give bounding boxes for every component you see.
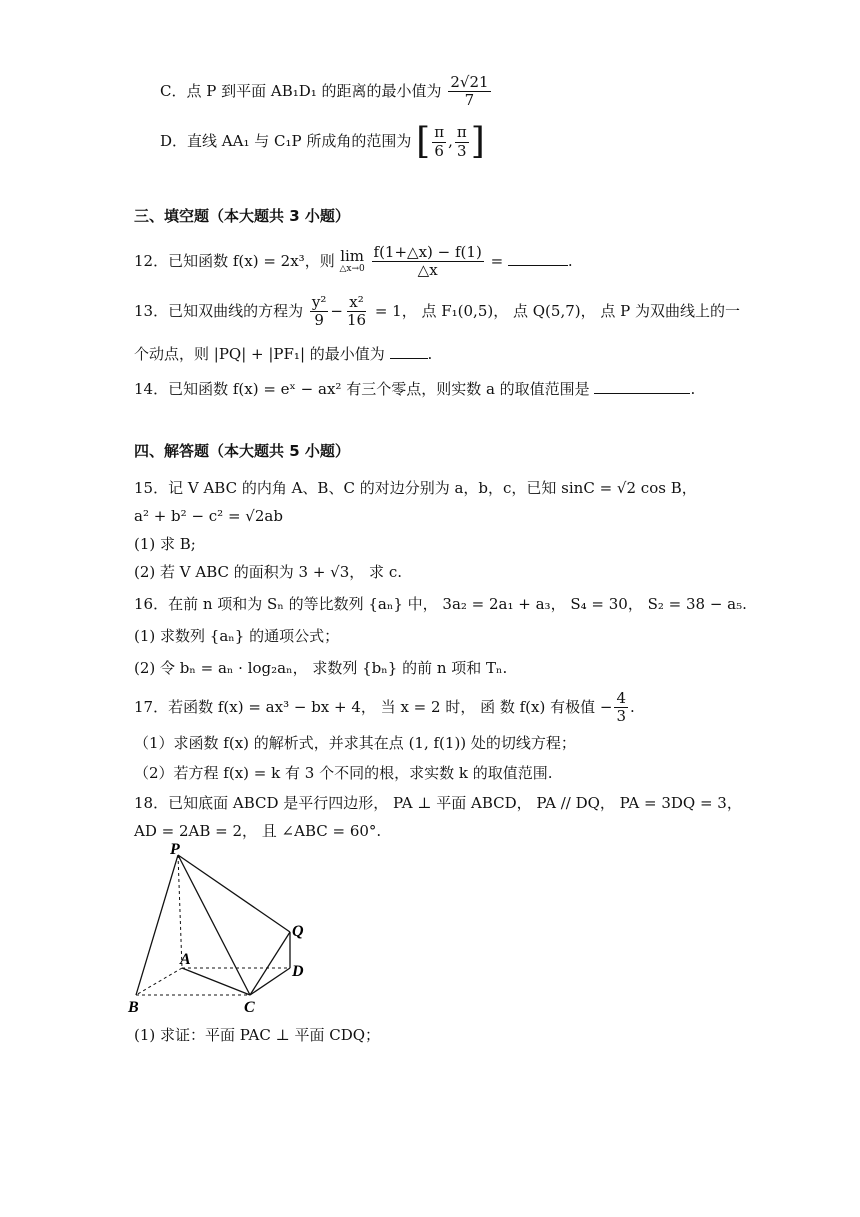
fraction-denominator: 3 — [457, 141, 467, 160]
option-d: D．直线 AA₁ 与 C₁P 所成角的范围为 [ $\frac{\pi}{6}$ , $\frac{\pi}{3}$ ] — [160, 121, 485, 162]
q12-text: 12．已知函数 f(x) = 2x³，则 — [134, 251, 335, 270]
limit — [339, 249, 364, 274]
answer-blank[interactable] — [594, 392, 690, 394]
q17-text: 17．若函数 f(x) = ax³ − bx + 4， 当 x = 2 时， 函 数 f(x) 有极值 − — [134, 697, 613, 716]
question-14: 14．已知函数 f(x) = eˣ − ax² 有三个零点，则实数 a 的取值范围是 . — [134, 380, 696, 398]
fraction-numerator: 2√21 — [450, 73, 489, 91]
question-15-part-2: (2) 若 V ABC 的面积为 3 + √3， 求 c. — [134, 563, 402, 581]
question-17-part-1: （1）求函数 f(x) 的解析式，并求其在点 (1, f(1)) 处的切线方程； — [134, 734, 576, 752]
limit-label: lim — [340, 247, 365, 266]
q12-fraction — [372, 244, 484, 280]
question-16: 16．在前 n 项和为 Sₙ 的等比数列 {aₙ} 中， 3a₂ = 2a₁ + a₃， S₄ = 30， S₂ = 38 − a₅. — [134, 595, 747, 613]
fraction-denominator: 6 — [434, 141, 444, 160]
option-d-fraction-a — [432, 124, 446, 160]
q13-fraction-2 — [345, 294, 368, 330]
geometry-figure — [126, 840, 326, 1020]
right-bracket: ] — [470, 121, 485, 162]
answer-blank[interactable] — [390, 357, 428, 359]
fraction-numerator: π — [456, 123, 467, 142]
fraction-denominator: △x — [417, 261, 438, 280]
fraction-numerator: y² — [311, 293, 327, 311]
question-12: 12．已知函数 f(x) = 2x³，则 lim △x→0 $\frac{f(1+\triangle x) - f(1)}{\triangle x}$ = . — [134, 243, 573, 280]
answer-blank[interactable] — [508, 264, 568, 266]
question-16-part-2: (2) 令 bₙ = aₙ · log₂aₙ， 求数列 {bₙ} 的前 n 项和 Tₙ. — [134, 659, 508, 677]
point-label-d: D — [292, 963, 304, 980]
q13-fraction-1 — [310, 294, 329, 330]
point-label-q: Q — [292, 923, 304, 940]
q14-text: 14．已知函数 f(x) = eˣ − ax² 有三个零点，则实数 a 的取值范围是 — [134, 380, 590, 398]
q13-text: 13．已知双曲线的方程为 — [134, 301, 304, 320]
fraction-denominator: 16 — [346, 311, 367, 330]
q13-text-end: 个动点，则 |PQ| + |PF₁| 的最小值为 — [134, 345, 385, 363]
option-d-fraction-b — [455, 124, 469, 160]
question-15: 15．记 V ABC 的内角 A、B、C 的对边分别为 a，b，c，已知 sinC = √2 cos B， — [134, 479, 697, 497]
fraction-denominator: 3 — [616, 707, 626, 726]
question-13-line2: 个动点，则 |PQ| + |PF₁| 的最小值为 . — [134, 345, 433, 363]
section-3-heading: 三、填空题（本大题共 3 小题） — [134, 207, 350, 225]
point-label-c: C — [244, 999, 255, 1016]
fraction-numerator: f(1+△x) − f(1) — [373, 243, 482, 261]
option-d-text: D．直线 AA₁ 与 C₁P 所成角的范围为 — [160, 132, 412, 150]
question-15-part-1: (1) 求 B; — [134, 535, 196, 553]
option-c-fraction — [448, 74, 490, 110]
question-18: 18．已知底面 ABCD 是平行四边形， PA ⊥ 平面 ABCD， PA // DQ， PA = 3DQ = 3， — [134, 794, 742, 812]
option-c-text: C．点 P 到平面 AB₁D₁ 的距离的最小值为 — [160, 81, 442, 100]
fraction-numerator: π — [434, 123, 445, 142]
left-bracket: [ — [416, 121, 431, 162]
fraction-denominator: 9 — [314, 311, 324, 330]
question-17: 17．若函数 f(x) = ax³ − bx + 4， 当 x = 2 时， 函 数 f(x) 有极值 − $\frac{4}{3}$ . — [134, 689, 635, 726]
question-18-part-1: (1) 求证：平面 PAC ⊥ 平面 CDQ； — [134, 1026, 381, 1044]
fraction-numerator: 4 — [616, 689, 626, 707]
question-18-condition: AD = 2AB = 2， 且 ∠ABC = 60°. — [134, 822, 382, 840]
fraction-numerator: x² — [349, 293, 364, 311]
q17-fraction — [614, 690, 628, 726]
limit-subscript: △x→0 — [339, 264, 365, 275]
question-15-condition: a² + b² − c² = √2ab — [134, 507, 283, 525]
point-label-p: P — [170, 841, 180, 858]
point-label-a: A — [180, 951, 191, 968]
question-13: 13．已知双曲线的方程为 $\frac{\text{y²}}{9}$ − $\frac{\text{x²}}{16}$ = 1， 点 F₁(0,5)， 点 Q(5,7)， 点 P 为双曲线上的一 — [134, 293, 741, 330]
point-label-b: B — [128, 999, 139, 1016]
option-c — [160, 74, 493, 110]
section-4-heading: 四、解答题（本大题共 5 小题） — [134, 442, 350, 460]
question-17-part-2: （2）若方程 f(x) = k 有 3 个不同的根，求实数 k 的取值范围. — [134, 764, 553, 782]
q13-text-cont: = 1， 点 F₁(0,5)， 点 Q(5,7)， 点 P 为双曲线上的一 — [374, 301, 741, 320]
fraction-denominator: 7 — [464, 91, 475, 110]
question-16-part-1: (1) 求数列 {aₙ} 的通项公式； — [134, 627, 340, 645]
